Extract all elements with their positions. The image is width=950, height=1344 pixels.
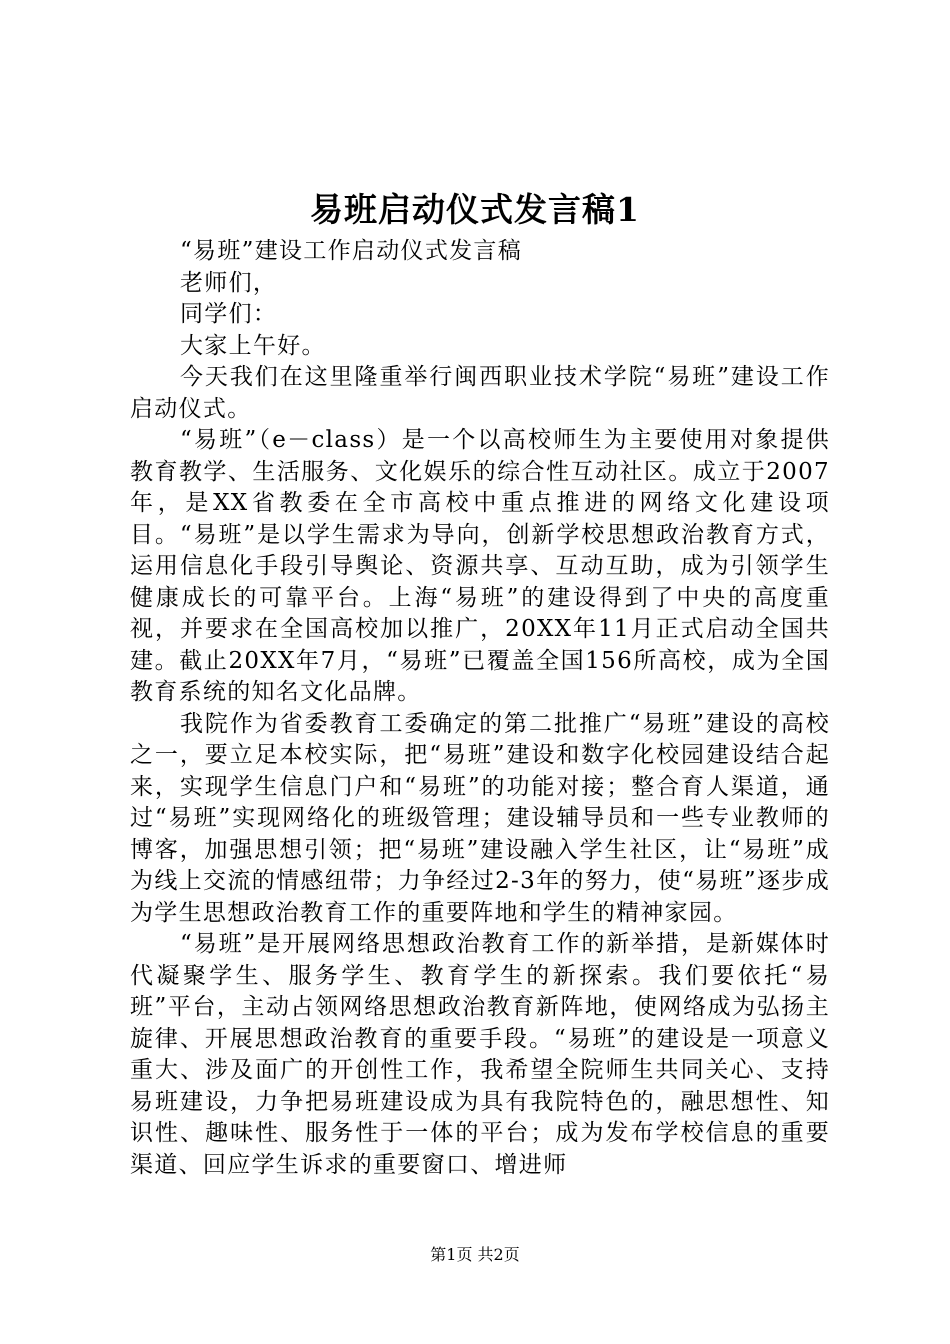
document-title: 易班启动仪式发言稿1 [310,190,640,229]
document-body [130,236,830,1181]
body-paragraph-good-morning: 大家上午好。 [180,332,326,359]
body-paragraph-intro: 今天我们在这里隆重举行闽西职业技术学院“易班”建设工作启动仪式。 [130,364,830,422]
body-paragraph-subtitle: “易班”建设工作启动仪式发言稿 [180,238,523,264]
body-paragraph-greeting-students: 同学们： [180,301,278,327]
body-paragraph-significance: “易班”是开展网络思想政治教育工作的新举措，是新媒体时代凝聚学生、服务学生、教育学生的新探索。我们要依托“易班”平台，主动占领网络思想政治教育新阵地，使网络成为弘扬主旋律、开展思想政治教育的重要手段。“易班”的建设是一项意义重大、涉及面广的开创性工作，我希望全院师生共同关心、支持易班建设，力争把易班建设成为具有我院特色的，融思想性、知识性、趣味性、服务性于一体的平台；成为发布学校信息的重要渠道、回应学生诉求的重要窗口、增进师 [130,931,830,1178]
body-paragraph-greeting-teachers: 老师们， [180,269,278,296]
page-footer: 第1页 共2页 [430,1245,520,1264]
body-paragraph-college-plan: 我院作为省委教育工委确定的第二批推广“易班”建设的高校之一，要立足本校实际，把“易班”建设和数字化校园建设结合起来，实现学生信息门户和“易班”的功能对接；整合育人渠道，通过“易班”实现网络化的班级管理；建设辅导员和一些专业教师的博客，加强思想引领；把“易班”建设融入学生社区，让“易班”成为线上交流的情感纽带；力争经过2-3年的努力，使“易班”逐步成为学生思想政治教育工作的重要阵地和学生的精神家园。 [130,710,830,926]
body-paragraph-yiban-overview: “易班”（e－class）是一个以高校师生为主要使用对象提供教育教学、生活服务、文化娱乐的综合性互动社区。成立于2007年，是XX省教委在全市高校中重点推进的网络文化建设项目。“易班”是以学生需求为导向，创新学校思想政治教育方式，运用信息化手段引导舆论、资源共享、互动互助，成为引领学生健康成长的可靠平台。上海“易班”的建设得到了中央的高度重视，并要求在全国高校加以推广，20XX年11月正式启动全国共建。截止20XX年7月，“易班”已覆盖全国156所高校，成为全国教育系统的知名文化品牌。 [130,427,830,705]
